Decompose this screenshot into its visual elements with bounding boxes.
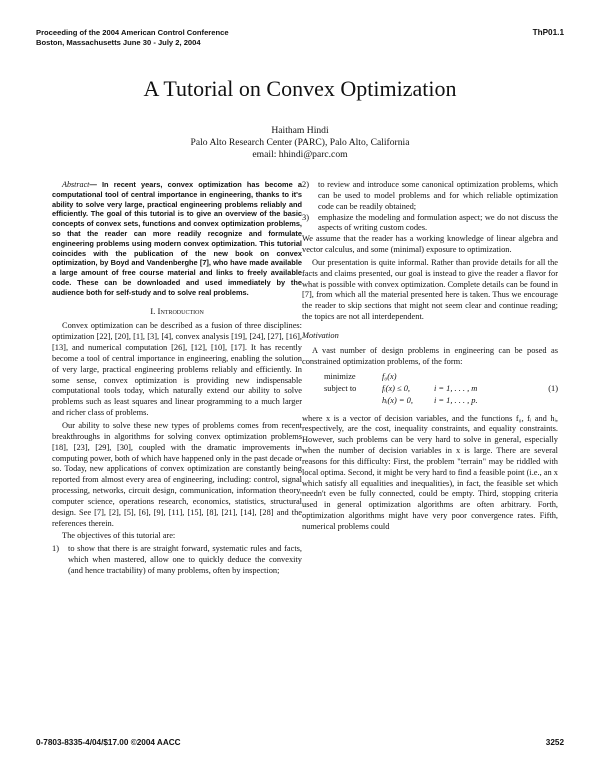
eq-objective: f₀(x) xyxy=(382,371,397,381)
list-text: emphasize the modeling and formulation aspect; we do not discuss the aspects of writing custom codes. xyxy=(318,212,558,233)
right-column xyxy=(302,180,558,533)
abstract xyxy=(52,180,302,298)
list-text: to review and introduce some canonical optimization problems, which can be used to model problems and for which reliable optimization code can be readily obtained; xyxy=(318,180,558,211)
session-code: ThP01.1 xyxy=(532,28,564,37)
eq-minimize-label: minimize xyxy=(324,371,356,381)
author-name: Haitham Hindi xyxy=(271,125,329,136)
equation-1 xyxy=(302,372,558,408)
list-number: 2) xyxy=(302,180,309,189)
intro-paragraph-2: Our ability to solve these new types of problems comes from recent breakthroughs in algorithms for solving convex optimization problems [18], [23], [29], [30], coupled with the dramatic improvements in computing power, both of which have happened only in the past decade or so. Today, new applications of convex optimization are constantly being reported from almost every area of engineering, including: control, signal processing, networks, circuit design, communication, information theory, computer science, operations research, economics, statistics, structural design. See [7], [2], [5], [6], [9], [11], [15], [8], [21], [14], [28] and the references therein. xyxy=(52,421,302,528)
page-number: 3252 xyxy=(545,738,564,747)
paper-title: A Tutorial on Convex Optimization xyxy=(143,76,457,101)
author-email: email: hhindi@parc.com xyxy=(252,149,348,161)
intro-paragraph-1: Convex optimization can be described as a fusion of three disciplines: optimization [22], [20], [1], [3], [4], convex analysis [19], [24], [27], [16], [13], and numerical computation [26], [12], [10], [17]. It has recently become a tool of central importance in engineering, enabling the solution of very large, practical engineering problems reliably and efficiently. In some sense, convex optimization is providing new indispensable computational tools today, which naturally extend our ability to solve problems such as least squares and linear programming to a much larger and richer class of problems. xyxy=(52,321,302,418)
list-number: 3) xyxy=(302,212,309,222)
objectives-list xyxy=(52,544,302,577)
motivation-heading: Motivation xyxy=(302,330,339,340)
author-affiliation: Palo Alto Research Center (PARC), Palo Alto, California xyxy=(190,137,410,149)
eq-inequality: fᵢ(x) ≤ 0, xyxy=(382,383,411,393)
objectives-list-continued xyxy=(302,169,558,234)
motivation-paragraph-2: where x is a vector of decision variables, and the functions f₀, fᵢ and hᵢ, respectively, are the cost, inequality constraints, and equality constraints. However, such problems can be very hard to solve in general, especially when the number of decision variables in x is large. There are several reasons for this difficulty: First, the problem "terrain" may be riddled with local optima. Second, it might be very hard to find a feasible point (i.e., an x which satisfy all equalities and inequalities), in fact, the feasible set which needn't even be fully connected, could be empty. Third, stopping criteria used in general optimization algorithms are often arbitrary. Forth, optimization algorithms might have very poor convergence rates. Fifth, numerical problems could xyxy=(302,413,558,531)
eq-inequality-range: i = 1, . . . , m xyxy=(434,383,478,393)
motivation-paragraph-1: A vast number of design problems in engineering can be posed as constrained optimization problems, of the form: xyxy=(302,345,558,366)
list-item xyxy=(52,544,302,577)
intro-paragraph-5: Our presentation is quite informal. Rather than provide details for all the facts and claims presented, our goal is instead to give the reader a flavor for what is possible with convex optimization. Complete details can be found in [7], from which all the material presented here is taken. Thus we encourage the reader to skip sections that might not seem clear and continue reading; the topics are not all interdependent. xyxy=(302,257,558,322)
intro-paragraph-4: We assume that the reader has a working knowledge of linear algebra and vector calculus, and some (minimal) exposure to optimization. xyxy=(302,234,558,255)
list-number: 1) xyxy=(52,544,59,554)
left-column xyxy=(52,180,302,577)
author-block xyxy=(0,125,600,162)
proceedings-title: Proceeding of the 2004 American Control Conference xyxy=(36,28,229,37)
eq-number: (1) xyxy=(548,383,558,393)
proceedings-location: Boston, Massachusetts June 30 - July 2, 2004 xyxy=(36,37,201,47)
eq-subject-to-label: subject to xyxy=(324,383,357,393)
eq-equality: hᵢ(x) = 0, xyxy=(382,395,413,405)
footer-isbn: 0-7803-8335-4/04/$17.00 ©2004 AACC xyxy=(36,738,181,747)
abstract-label: Abstract xyxy=(62,180,90,189)
proceedings-header xyxy=(36,28,229,48)
list-item xyxy=(302,213,558,235)
list-text: to show that there is are straight forward, systematic rules and facts, which when mastered, allow one to quickly deduce the convexity (and hence tractability) of many problems, often by inspection; xyxy=(68,544,302,575)
list-item xyxy=(302,180,558,213)
intro-paragraph-3: The objectives of this tutorial are: xyxy=(62,531,176,541)
eq-equality-range: i = 1, . . . , p. xyxy=(434,395,478,405)
intro-heading: I. Introduction xyxy=(150,305,204,316)
abstract-text: — In recent years, convex optimization has become a computational tool of central importance in engineering, thanks to it's ability to solve very large, practical engineering problems reliably and efficiently. The goal of this tutorial is to give an overview of the basic concepts of convex sets, functions and convex optimization problems, so that the reader can more readily recognize and formulate engineering problems using modern convex optimization. This tutorial coincides with the publication of the new book on convex optimization, by Boyd and Vandenberghe [7], who have made available a large amount of free course material and links to freely available code. These can be downloaded and used immediately by the audience both for self-study and to solve real problems. xyxy=(52,180,302,297)
